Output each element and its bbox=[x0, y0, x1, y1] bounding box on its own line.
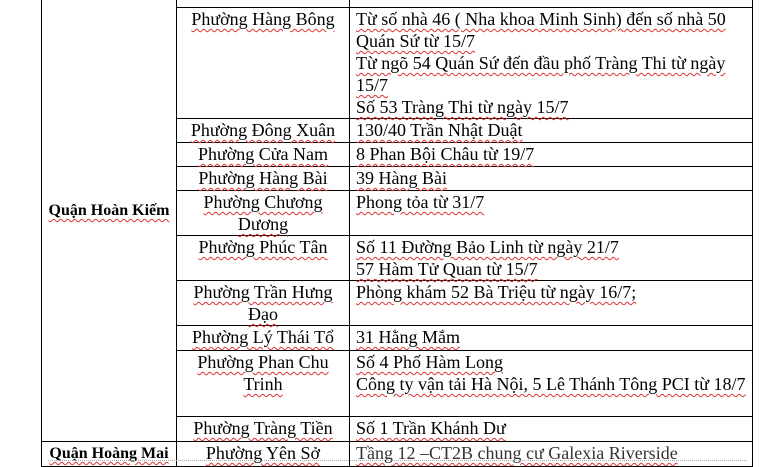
ward-cell: Phường Phúc Tân bbox=[177, 236, 350, 281]
location-cell: Từ số nhà 46 ( Nha khoa Minh Sinh) đến số nhà 50 Quán Sứ từ 15/7 Từ ngõ 54 Quán Sứ đến đầu phố Tràng Thi từ ngày 15/7 Số 53 Tràng Thi từ ngày 15/7 bbox=[350, 8, 753, 119]
ward-cell: Phường Đông Xuân bbox=[177, 119, 350, 143]
table-row bbox=[42, 442, 753, 467]
quarantine-locations-table bbox=[41, 0, 753, 467]
location-cell: 130/40 Trần Nhật Duật bbox=[350, 119, 753, 143]
location-cell: 31 Hằng Mắm bbox=[350, 326, 753, 351]
district-cell bbox=[42, 0, 177, 442]
ward-cell: Phường Chương Dương bbox=[177, 191, 350, 236]
ward-cell: Phường Trần Hưng Đạo bbox=[177, 281, 350, 326]
ward-cell: Phường Hàng Bông bbox=[177, 8, 350, 119]
location-cell: Tầng 12 –CT2B chung cư Galexia Riverside bbox=[350, 442, 753, 467]
location-cell: 8 Phan Bội Châu từ 19/7 bbox=[350, 143, 753, 167]
ward-cell: Phường Lý Thái Tổ bbox=[177, 326, 350, 351]
location-cell: Số 1 Trần Khánh Dư bbox=[350, 417, 753, 442]
page-boundary-line bbox=[48, 460, 747, 461]
location-cell: Phong tỏa từ 31/7 bbox=[350, 191, 753, 236]
ward-cell: Phường Hàng Bài bbox=[177, 167, 350, 191]
location-cell: Phòng khám 52 Bà Triệu từ ngày 16/7; bbox=[350, 281, 753, 326]
ward-cell: Phường Yên Sở bbox=[177, 442, 350, 467]
ward-cell: Phường Cửa Nam bbox=[177, 143, 350, 167]
district-name: Quận Hoàng Mai bbox=[49, 445, 169, 462]
location-cell: Số 11 Đường Bảo Linh từ ngày 21/7 57 Hàm Tử Quan từ 15/7 bbox=[350, 236, 753, 281]
ward-cell: Phường Tràng Tiền bbox=[177, 417, 350, 442]
ward-cell: Phường Phan Chu Trinh bbox=[177, 351, 350, 417]
location-cell: Số 4 Phố Hàm Long Công ty vận tải Hà Nội, 5 Lê Thánh Tông PCI từ 18/7 bbox=[350, 351, 753, 417]
table-row bbox=[42, 0, 753, 8]
district-cell bbox=[42, 442, 177, 467]
district-name: Quận Hoàn Kiếm bbox=[48, 202, 170, 219]
location-cell: 39 Hàng Bài bbox=[350, 167, 753, 191]
